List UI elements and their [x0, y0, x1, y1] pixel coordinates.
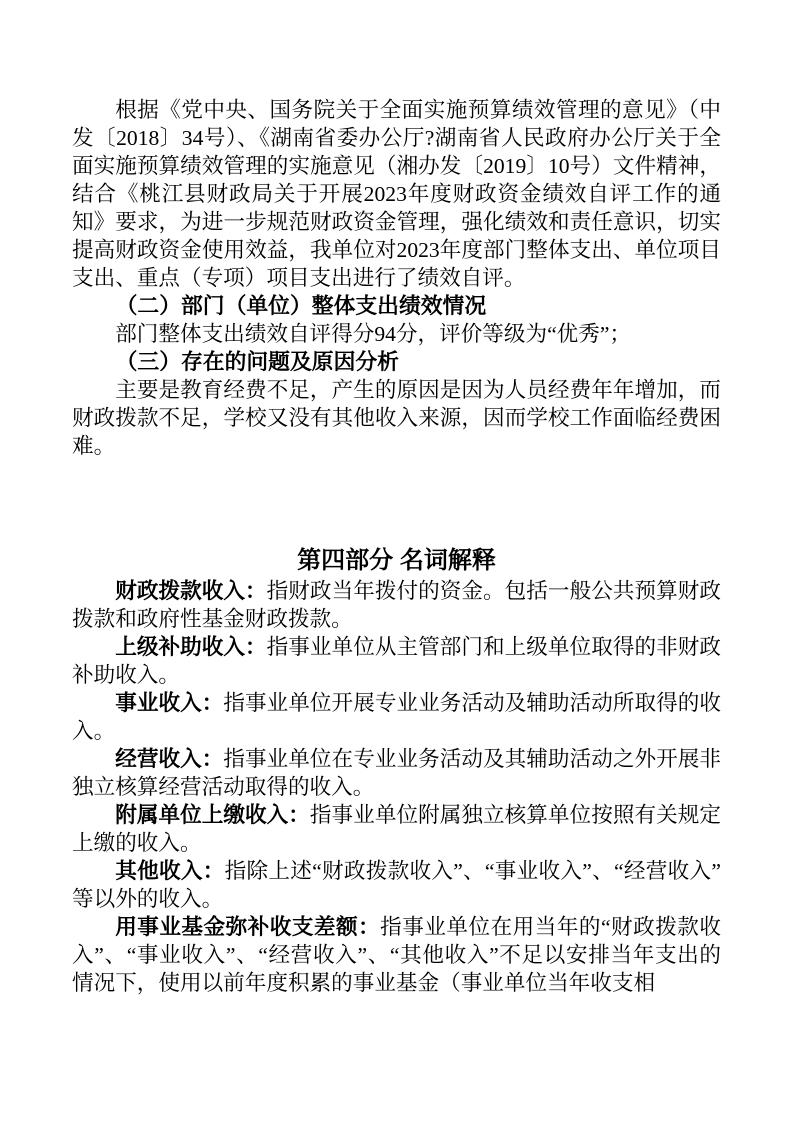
section-heading-problems-analysis: （三）存在的问题及原因分析	[115, 349, 399, 374]
term-text: 指除上述“财政拨款收入”、“事业收入”、“经营收入”等以外的收入。	[72, 859, 721, 911]
term-name: 附属单位上缴收入：	[115, 802, 310, 827]
score-paragraph: 部门整体支出绩效自评得分94分，评价等级为“优秀”；	[115, 322, 632, 346]
term-definition-business-income	[72, 745, 721, 801]
section-heading-overall-performance: （二）部门（单位）整体支出绩效情况	[115, 293, 487, 318]
term-name: 经营收入：	[115, 746, 224, 771]
term-name: 用事业基金弥补收支差额：	[115, 914, 381, 939]
term-text: 指财政当年拨付的资金。包括一般公共预算财政拨款和政府性基金财政拨款。	[72, 579, 721, 631]
term-definition-affiliated-unit-income	[72, 801, 721, 857]
term-definition-fiscal-appropriation-income	[72, 577, 721, 633]
term-text: 指事业单位从主管部门和上级单位取得的非财政补助收入。	[72, 635, 721, 687]
term-definition-operating-income	[72, 689, 721, 745]
term-name: 事业收入：	[115, 690, 224, 715]
problems-paragraph: 主要是教育经费不足，产生的原因是因为人员经费年年增加，而财政拨款不足，学校又没有其他收入来源，因而学校工作面临经费困难。	[72, 378, 721, 458]
term-definition-other-income	[72, 857, 721, 913]
term-text: 指事业单位在用当年的“财政拨款收入”、“事业收入”、“经营收入”、“其他收入”不足以安排当年支出的情况下，使用以前年度积累的事业基金（事业单位当年收支相	[72, 915, 721, 995]
term-text: 指事业单位开展专业业务活动及辅助活动所取得的收入。	[72, 691, 721, 743]
intro-basis-paragraph: 根据《党中央、国务院关于全面实施预算绩效管理的意见》（中发〔2018〕34号）、《湖南省委办公厅?湖南省人民政府办公厅关于全面实施预算绩效管理的实施意见（湘办发〔2019〕10号）文件精神，结合《桃江县财政局关于开展2023年度财政资金绩效自评工作的通知》要求，为进一步规范财政资金管理，强化绩效和责任意识，切实提高财政资金使用效益，我单位对2023年度部门整体支出、单位项目支出、重点（专项）项目支出进行了绩效自评。	[72, 98, 721, 290]
term-definition-fund-deficit-coverage	[72, 913, 721, 997]
term-name: 其他收入：	[115, 858, 225, 883]
term-name: 财政拨款收入：	[115, 578, 267, 603]
term-definition-superior-subsidy-income	[72, 633, 721, 689]
term-name: 上级补助收入：	[115, 634, 267, 659]
term-text: 指事业单位在专业业务活动及其辅助活动之外开展非独立核算经营活动取得的收入。	[72, 747, 721, 799]
part-four-title: 第四部分 名词解释	[297, 547, 496, 574]
term-text: 指事业单位附属独立核算单位按照有关规定上缴的收入。	[72, 803, 721, 855]
